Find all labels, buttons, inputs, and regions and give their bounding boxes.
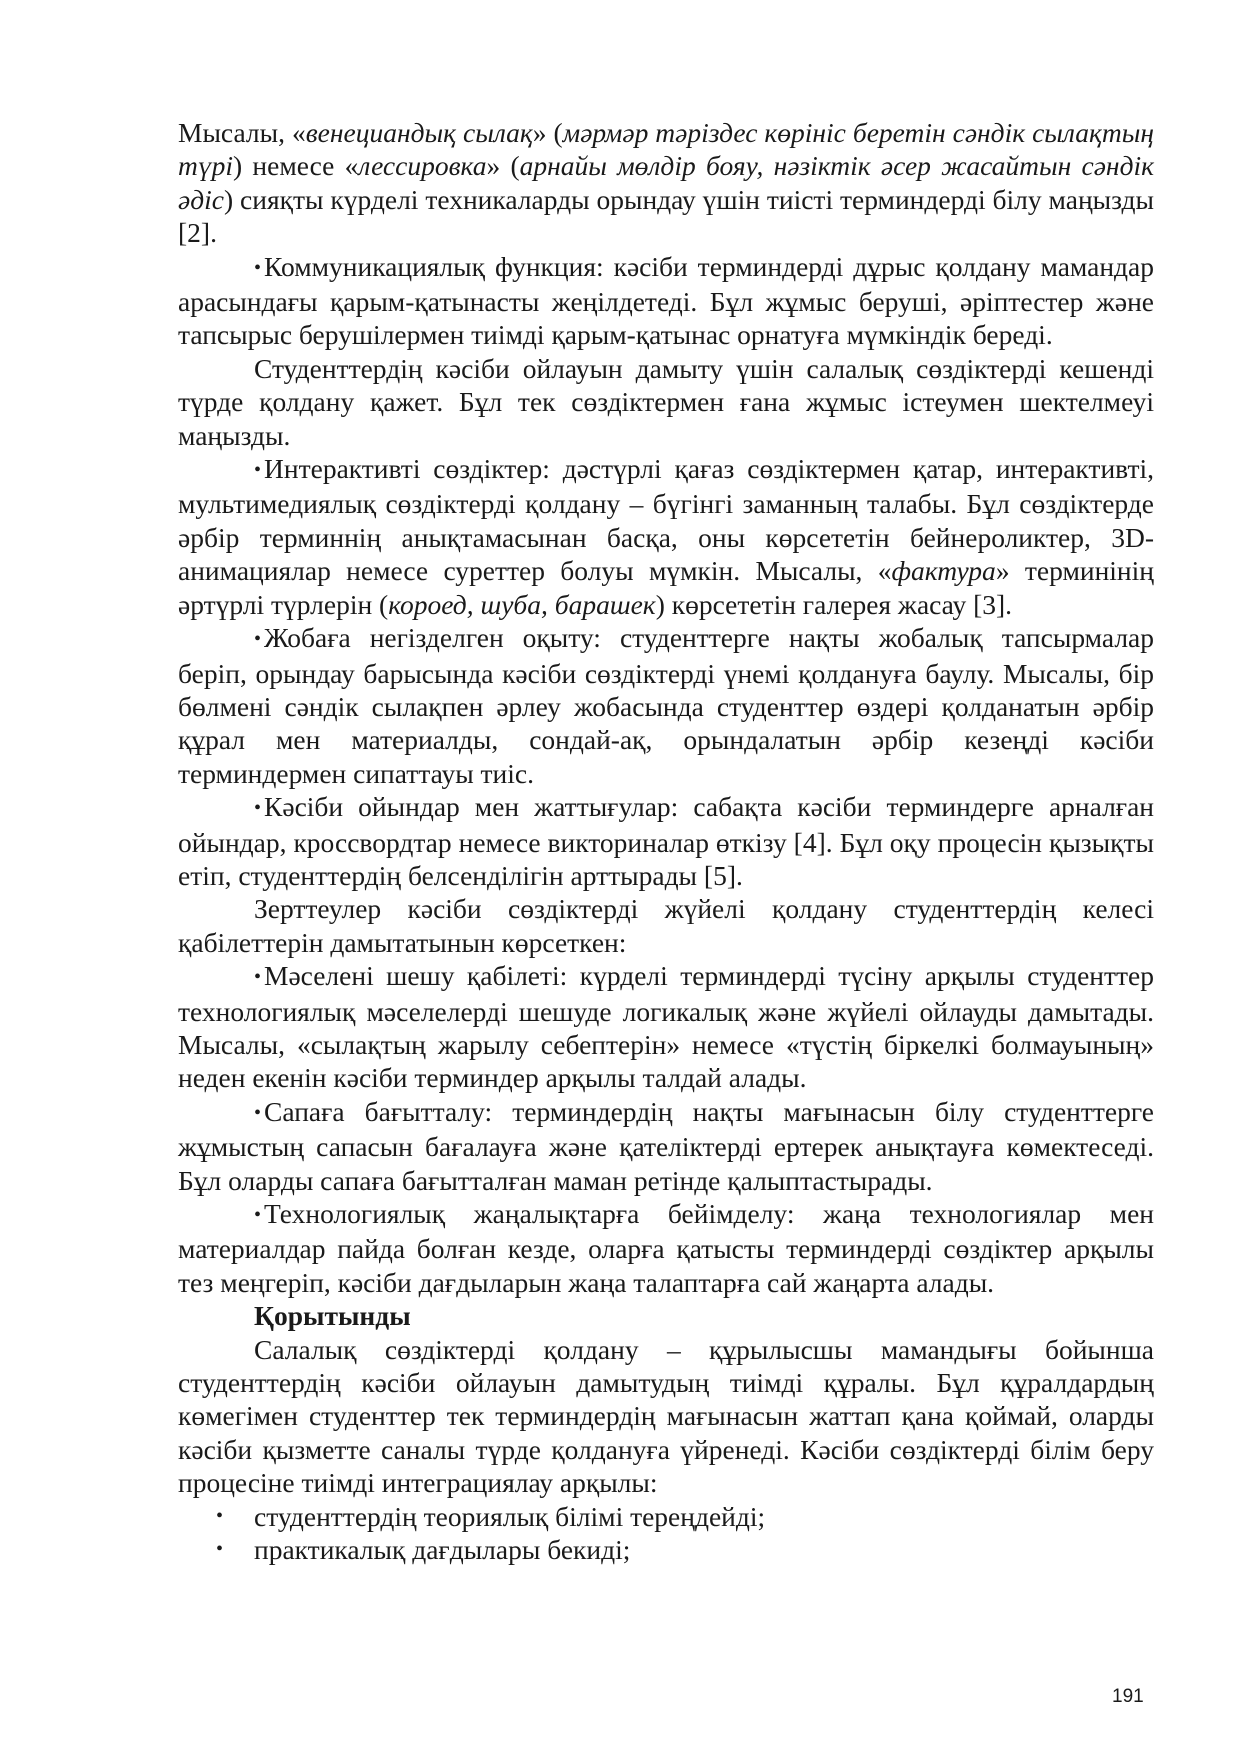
paragraph-intro-example	[178, 116, 1154, 250]
list-item-text: студенттердің теориялық білімі тереңдейді;	[254, 1500, 766, 1532]
document-page	[178, 116, 1154, 1566]
term-lessirovka: лессировка	[358, 150, 487, 182]
term-definition: арнайы мөлдір бояу, нәзіктік әсер жасайтын сәндік әдіс	[178, 150, 1154, 215]
conclusion-list	[178, 1500, 1154, 1567]
bullet-dot: •	[254, 797, 262, 820]
term-definition: мәрмәр тәріздес көрініс беретін сәндік сылақтың түрі	[178, 117, 1154, 182]
paragraph-text: Студенттердің кәсіби ойлауын дамыту үшін салалық сөздіктерді кешенді түрде қолдану қажет. Бұл тек сөздіктермен ғана жұмыс істеумен шектелмеуі маңызды.	[178, 352, 1154, 451]
bullet-paragraph-communicative	[178, 250, 1154, 352]
bullet-paragraph-interactive-dictionaries	[178, 452, 1154, 621]
text-run: Интерактивті сөздіктер: дәстүрлі қағаз сөздіктермен қатар, интерактивті, мультимедиялық сөздіктерді қолдану – бүгінгі заманның талабы. Бұл сөздіктерде әрбір терминнің анықтамасынан басқа, оны көрсететін бейнероликтер, 3D-анимациялар немесе суреттер болуы мүмкін. Мысалы, «	[178, 453, 1154, 587]
bullet-paragraph-quality-focus	[178, 1095, 1154, 1197]
bullet-dot: •	[254, 966, 262, 989]
bullet-paragraph-games-exercises	[178, 790, 1154, 892]
list-item	[178, 1500, 1154, 1533]
text-run: » (	[532, 117, 563, 148]
term-examples: короед, шуба, барашек	[388, 588, 656, 620]
list-item	[178, 1533, 1154, 1566]
page-number: 191	[1112, 1686, 1144, 1707]
text-run: ) немесе «	[233, 150, 359, 182]
bullet-dot: •	[254, 1204, 262, 1226]
paragraph-text: Технологиялық жаңалықтарға бейімделу: жаңа технологиялар мен материалдар пайда болған кезде, оларға қатысты терминдерді сөздіктер арқылы тез меңгеріп, кәсіби дағдыларын жаңа талаптарға сай жаңарта алады.	[178, 1198, 1154, 1298]
paragraph-text: Жобаға негізделген оқыту: студенттерге нақты жобалық тапсырмалар беріп, орындау барысында кәсіби сөздіктерді үнемі қолдануға баулу. Мысалы, бір бөлмені сәндік сылақпен әрлеу жобасында студенттер өздері қолданатын әрбір құрал мен материалды, сондай-ақ, орындалатын әрбір кезеңді кәсіби терминдермен сипаттауы тиіс.	[178, 622, 1154, 789]
paragraph-research	[178, 892, 1154, 959]
paragraph-text: Сапаға бағытталу: терминдердің нақты мағынасын білу студенттерге жұмыстың сапасын бағалауға және қателіктерді ертерек анықтауға көмектеседі. Бұл оларды сапаға бағытталған маман ретінде қалыптастырады.	[178, 1095, 1154, 1196]
paragraph-text: Зерттеулер кәсіби сөздіктерді жүйелі қолдану студенттердің келесі қабілеттерін дамытатынын көрсеткен:	[178, 893, 1154, 958]
paragraph-text: Кәсіби ойындар мен жаттығулар: сабақта кәсіби терминдерге арналған ойындар, кроссвордтар немесе викториналар өткізу [4]. Бұл оқу процесін қызықты етіп, студенттердің белсенділігін арттырады [5].	[178, 791, 1154, 891]
bullet-dot: •	[216, 1504, 224, 1527]
bullet-paragraph-tech-adaptation	[178, 1197, 1154, 1299]
term-faktura: фактура	[891, 555, 996, 587]
bullet-paragraph-project-learning	[178, 621, 1154, 790]
bullet-dot: •	[254, 459, 262, 482]
bullet-dot: •	[254, 628, 262, 651]
bullet-dot: •	[216, 1538, 224, 1561]
list-item-text: практикалық дағдылары бекиді;	[254, 1534, 631, 1566]
bullet-paragraph-problem-solving	[178, 959, 1154, 1095]
bullet-dot: •	[254, 1101, 262, 1124]
paragraph-text: Мәселені шешу қабілеті: күрделі терминдерді түсіну арқылы студенттер технологиялық мәселелерді шешуде логикалық және жүйелі ойлауды дамытады. Мысалы, «сылақтың жарылу себептерін» немесе «түстің біркелкі болмауының» неден екенін кәсіби терминдер арқылы талдай алады.	[178, 960, 1154, 1094]
term-venetian-plaster: венециандық сылақ	[305, 117, 533, 148]
text-run: ) көрсететін галерея жасау [3].	[655, 588, 1013, 620]
bullet-dot: •	[254, 256, 262, 279]
paragraph-text: Коммуникациялық функция: кәсіби терминдерді дұрыс қолдану мамандар арасындағы қарым-қатынасты жеңілдетеді. Бұл жұмыс беруші, әріптестер және тапсырыс берушілермен тиімді қарым-қатынас орнатуға мүмкіндік береді.	[178, 250, 1154, 351]
paragraph-professional-thinking	[178, 352, 1154, 452]
text-run: Мысалы, «	[178, 117, 306, 148]
paragraph-conclusion	[178, 1333, 1154, 1500]
text-run: » терминінің әртүрлі түрлерін (	[178, 555, 1154, 620]
text-run: ) сияқты күрделі техникаларды орындау үшін тиісті терминдерді білу маңызды [2].	[178, 183, 1154, 249]
paragraph-text: Салалық сөздіктерді қолдану – құрылысшы мамандығы бойынша студенттердің кәсіби ойлауын дамытудың тиімді құралы. Бұл құралдардың көмегімен студенттер тек терминдердің мағынасын жаттап қана қоймай, оларды кәсіби қызметте саналы түрде қолдануға үйренеді. Кәсіби сөздіктерді білім беру процесіне тиімді интеграциялау арқылы:	[178, 1333, 1154, 1499]
section-heading-conclusion: Қорытынды	[254, 1300, 411, 1332]
text-run: » (	[486, 150, 520, 182]
